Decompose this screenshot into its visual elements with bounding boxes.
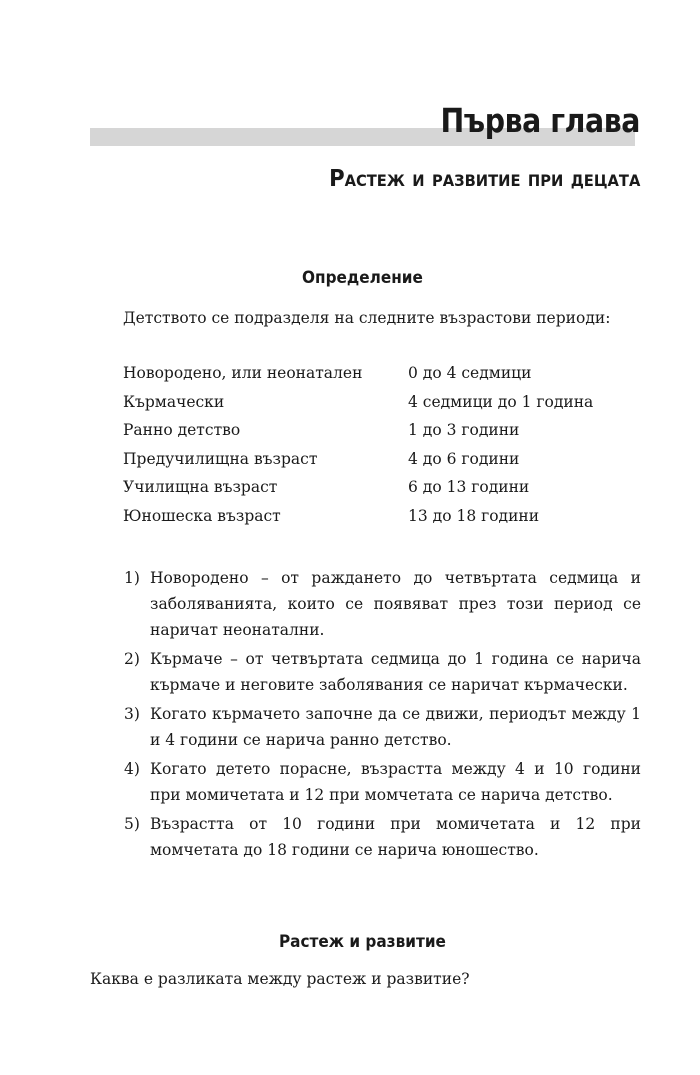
- period-range: 1 до 3 години: [408, 421, 520, 439]
- period-name: Юношеска възраст: [123, 506, 281, 525]
- period-row: [123, 421, 623, 450]
- period-row: [123, 364, 623, 393]
- question-text: Каква е разликата между растеж и развитие?: [90, 970, 470, 988]
- list-item: [124, 646, 641, 698]
- section-heading-growth: Растеж и развитие: [278, 932, 446, 952]
- chapter-subtitle: Растеж и развитие при децата: [328, 166, 640, 192]
- list-item-number: 1): [124, 569, 140, 587]
- period-row: [123, 393, 623, 422]
- chapter-title: Първа глава: [440, 101, 640, 140]
- list-item-number: 2): [124, 650, 140, 668]
- period-name: Предучилищна възраст: [123, 449, 318, 468]
- list-item-text: Когато детето порасне, възрастта между 4 и 10 години при момичетата и 12 при момчетата се нарича детство.: [150, 760, 641, 804]
- period-name: Новородено, или неонатален: [123, 364, 363, 382]
- period-range: 4 седмици до 1 година: [408, 392, 594, 411]
- period-name: Ранно детство: [123, 421, 241, 439]
- period-range: 13 до 18 години: [408, 506, 540, 525]
- list-item-text: Възрастта от 10 години при момичетата и 12 при момчетата до 18 години се нарича юношество.: [150, 815, 641, 859]
- list-item: [124, 701, 641, 753]
- list-item-number: 5): [124, 815, 140, 833]
- list-item: [124, 756, 641, 808]
- list-item-number: 3): [124, 705, 140, 723]
- period-name: Кърмачески: [123, 392, 225, 411]
- list-item-number: 4): [124, 760, 140, 778]
- age-periods-table: [123, 364, 623, 535]
- list-item-text: Кърмаче – от четвъртата седмица до 1 година се нарича кърмаче и неговите заболявания се наричат кърмачески.: [150, 650, 641, 694]
- period-range: 4 до 6 години: [408, 449, 520, 468]
- list-item-text: Новородено – от раждането до четвъртата седмица и заболяванията, които се появяват през този период се наричат неонатални.: [150, 569, 641, 639]
- period-row: [123, 450, 623, 479]
- list-item: [124, 811, 641, 863]
- section-heading-definition: Определение: [301, 268, 423, 288]
- period-row: [123, 507, 623, 536]
- period-range: 6 до 13 години: [408, 478, 530, 496]
- period-range: 0 до 4 седмици: [408, 364, 532, 382]
- period-name: Училищна възраст: [123, 478, 278, 496]
- intro-text: Детството се подразделя на следните възрастови периоди:: [123, 309, 611, 327]
- period-row: [123, 478, 623, 507]
- list-item: [124, 565, 641, 643]
- list-item-text: Когато кърмачето започне да се движи, периодът между 1 и 4 години се нарича ранно детство.: [150, 705, 641, 749]
- numbered-notes-list: [124, 565, 641, 866]
